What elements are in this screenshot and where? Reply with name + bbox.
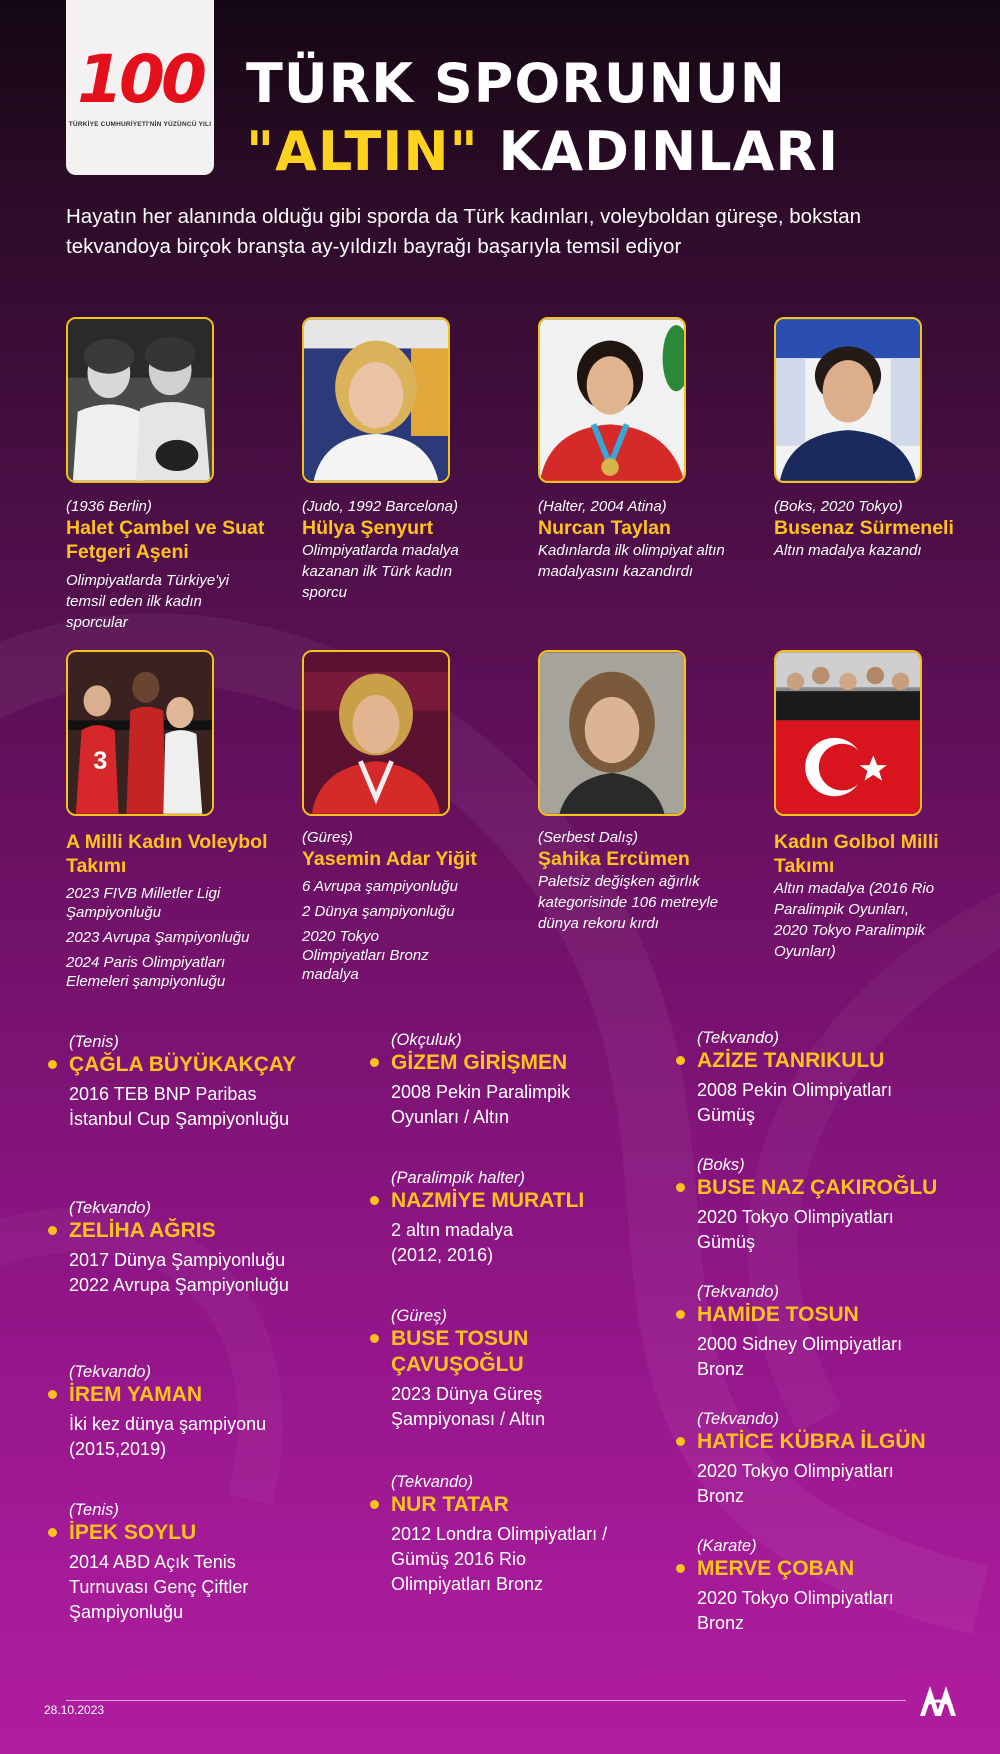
- footer-divider: [66, 1700, 906, 1701]
- featured-name: Şahika Ercümen: [538, 848, 690, 870]
- featured-desc: Altın madalya (2016 Rio Paralimpik Oyunları, 2020 Tokyo Paralimpik Oyunları): [774, 880, 935, 960]
- featured-card-2: [302, 497, 482, 603]
- athlete-branch: (Tenis): [69, 1501, 119, 1519]
- athlete-desc: 2023 Dünya Güreş Şampiyonası / Altın: [391, 1384, 546, 1429]
- featured-card-6: [302, 828, 482, 984]
- athlete-item: [676, 1155, 976, 1255]
- featured-sub: (Güreş): [302, 829, 353, 846]
- athlete-item: [370, 1168, 670, 1268]
- athlete-branch: (Tekvando): [69, 1199, 151, 1217]
- photo-nurcan-taylan: [538, 317, 686, 483]
- aa-logo-icon: [918, 1682, 958, 1718]
- athlete-item: [676, 1536, 976, 1636]
- featured-name: Halet Çambel ve Suat Fetgeri Aşeni: [66, 517, 265, 563]
- featured-name: Kadın Golbol Milli Takımı: [774, 831, 939, 877]
- athlete-branch: (Tekvando): [697, 1283, 779, 1301]
- intro-text: Hayatın her alanında olduğu gibi sporda da Türk kadınları, voleyboldan güreşe, bokstan tekvandoya birçok branşta ay-yıldızlı bayrağı başarıyla temsil ediyor: [66, 205, 862, 258]
- athlete-item: [48, 1362, 348, 1462]
- featured-line: 6 Avrupa şampiyonluğu: [302, 878, 458, 895]
- athlete-item: [676, 1028, 976, 1128]
- athlete-branch: (Karate): [697, 1537, 757, 1555]
- athlete-item: [370, 1472, 670, 1597]
- athlete-branch: (Paralimpik halter): [391, 1169, 525, 1187]
- athlete-desc: 2017 Dünya Şampiyonluğu 2022 Avrupa Şampiyonluğu: [69, 1250, 289, 1295]
- athlete-name: BUSE TOSUN ÇAVUŞOĞLU: [370, 1326, 600, 1378]
- photo-hulya-senyurt: [302, 317, 450, 483]
- athlete-name: İREM YAMAN: [48, 1382, 348, 1408]
- athlete-name: İPEK SOYLU: [48, 1520, 348, 1546]
- athlete-desc: 2008 Pekin Olimpiyatları Gümüş: [697, 1080, 893, 1125]
- athlete-name: ÇAĞLA BÜYÜKAKÇAY: [48, 1052, 348, 1078]
- athlete-branch: (Tekvando): [697, 1410, 779, 1428]
- page-title: [246, 50, 966, 186]
- featured-desc: Altın madalya kazandı: [774, 542, 922, 559]
- featured-sub: (Serbest Dalış): [538, 829, 639, 846]
- featured-line: 2023 FIVB Milletler Ligi Şampiyonluğu: [66, 885, 221, 921]
- featured-name: Nurcan Taylan: [538, 517, 671, 539]
- athlete-item: [370, 1306, 600, 1432]
- photo-sahika-ercumen: [538, 650, 686, 816]
- athlete-desc: 2020 Tokyo Olimpiyatları Bronz: [697, 1588, 894, 1633]
- athlete-branch: (Tekvando): [697, 1029, 779, 1047]
- featured-name: Hülya Şenyurt: [302, 517, 434, 539]
- athlete-branch: (Tekvando): [69, 1363, 151, 1381]
- athlete-desc: 2020 Tokyo Olimpiyatları Gümüş: [697, 1207, 894, 1252]
- featured-card-4: [774, 497, 984, 561]
- featured-card-1: [66, 497, 276, 633]
- photo-yasemin-adar-yigit: [302, 650, 450, 816]
- athlete-branch: (Boks): [697, 1156, 745, 1174]
- athlete-name: AZİZE TANRIKULU: [676, 1048, 976, 1074]
- svg-text:3: 3: [93, 747, 108, 775]
- athlete-name: BUSE NAZ ÇAKIROĞLU: [676, 1175, 976, 1201]
- athlete-item: [48, 1032, 348, 1132]
- athlete-branch: (Tenis): [69, 1033, 119, 1051]
- featured-desc: Olimpiyatlarda Türkiye'yi temsil eden ilk kadın sporcular: [66, 572, 229, 631]
- title-line-2-rest: KADINLARI: [478, 120, 840, 183]
- featured-line: 2020 Tokyo Olimpiyatları Bronz madalya: [302, 928, 429, 983]
- featured-sub: (Judo, 1992 Barcelona): [302, 498, 458, 515]
- athlete-desc: 2014 ABD Açık Tenis Turnuvası Genç Çiftler Şampiyonluğu: [69, 1552, 249, 1622]
- athlete-item: [48, 1198, 348, 1298]
- photo-goalball-team: [774, 650, 922, 816]
- centennial-logo: [66, 0, 214, 175]
- athlete-name: HAMİDE TOSUN: [676, 1302, 976, 1328]
- athlete-desc: 2008 Pekin Paralimpik Oyunları / Altın: [391, 1082, 571, 1127]
- athlete-item: [676, 1409, 976, 1509]
- featured-sub: (Halter, 2004 Atina): [538, 498, 667, 515]
- athlete-name: MERVE ÇOBAN: [676, 1556, 976, 1582]
- featured-name: Busenaz Sürmeneli: [774, 517, 954, 539]
- featured-sub: (1936 Berlin): [66, 498, 152, 515]
- athlete-name: HATİCE KÜBRA İLGÜN: [676, 1429, 976, 1455]
- footer-date: 28.10.2023: [44, 1703, 105, 1717]
- title-line-1: TÜRK SPORUNUN: [246, 52, 786, 115]
- featured-desc: Kadınlarda ilk olimpiyat altın madalyasını kazandırdı: [538, 542, 725, 580]
- featured-card-7: [538, 828, 738, 934]
- athlete-desc: 2 altın madalya (2012, 2016): [391, 1220, 514, 1265]
- athlete-desc: İki kez dünya şampiyonu (2015,2019): [69, 1414, 267, 1459]
- athlete-item: [48, 1500, 348, 1625]
- featured-card-8: [774, 830, 954, 962]
- featured-sub: (Boks, 2020 Tokyo): [774, 498, 903, 515]
- featured-name: Yasemin Adar Yiğit: [302, 848, 477, 870]
- athlete-item: [370, 1030, 670, 1130]
- athlete-desc: 2020 Tokyo Olimpiyatları Bronz: [697, 1461, 894, 1506]
- logo-number: 100: [77, 41, 203, 118]
- photo-busenaz-surmeneli: [774, 317, 922, 483]
- athlete-branch: (Okçuluk): [391, 1031, 462, 1049]
- portrait-image: [68, 319, 212, 481]
- athlete-item: [676, 1282, 976, 1382]
- featured-card-5: [66, 830, 276, 991]
- athlete-name: NUR TATAR: [370, 1492, 670, 1518]
- athlete-desc: 2012 Londra Olimpiyatları / Gümüş 2016 Rio Olimpiyatları Bronz: [391, 1524, 608, 1594]
- title-highlight: "ALTIN": [246, 120, 479, 183]
- photo-halet-suat: [66, 317, 214, 483]
- featured-line: 2 Dünya şampiyonluğu: [302, 903, 455, 920]
- athlete-name: NAZMİYE MURATLI: [370, 1188, 670, 1214]
- photo-volleyball-team: [66, 650, 214, 816]
- featured-line: 2024 Paris Olimpiyatları Elemeleri şampiyonluğu: [66, 954, 226, 990]
- athlete-branch: (Güreş): [391, 1307, 447, 1325]
- athlete-branch: (Tekvando): [391, 1473, 473, 1491]
- title-line-2: [246, 118, 966, 186]
- featured-name: A Milli Kadın Voleybol Takımı: [66, 831, 268, 877]
- athlete-desc: 2000 Sidney Olimpiyatları Bronz: [697, 1334, 903, 1379]
- athlete-name: ZELİHA AĞRIS: [48, 1218, 348, 1244]
- featured-desc: Paletsiz değişken ağırlık kategorisinde 106 metreyle dünya rekoru kırdı: [538, 873, 719, 932]
- featured-card-3: [538, 497, 738, 582]
- featured-line: 2023 Avrupa Şampiyonluğu: [66, 929, 250, 946]
- logo-caption: TÜRKİYE CUMHURİYETİ'NİN YÜZÜNCÜ YILI: [68, 121, 212, 128]
- featured-desc: Olimpiyatlarda madalya kazanan ilk Türk kadın sporcu: [302, 542, 459, 601]
- athlete-desc: 2016 TEB BNP Paribas İstanbul Cup Şampiyonluğu: [69, 1084, 290, 1129]
- athlete-name: GİZEM GİRİŞMEN: [370, 1050, 670, 1076]
